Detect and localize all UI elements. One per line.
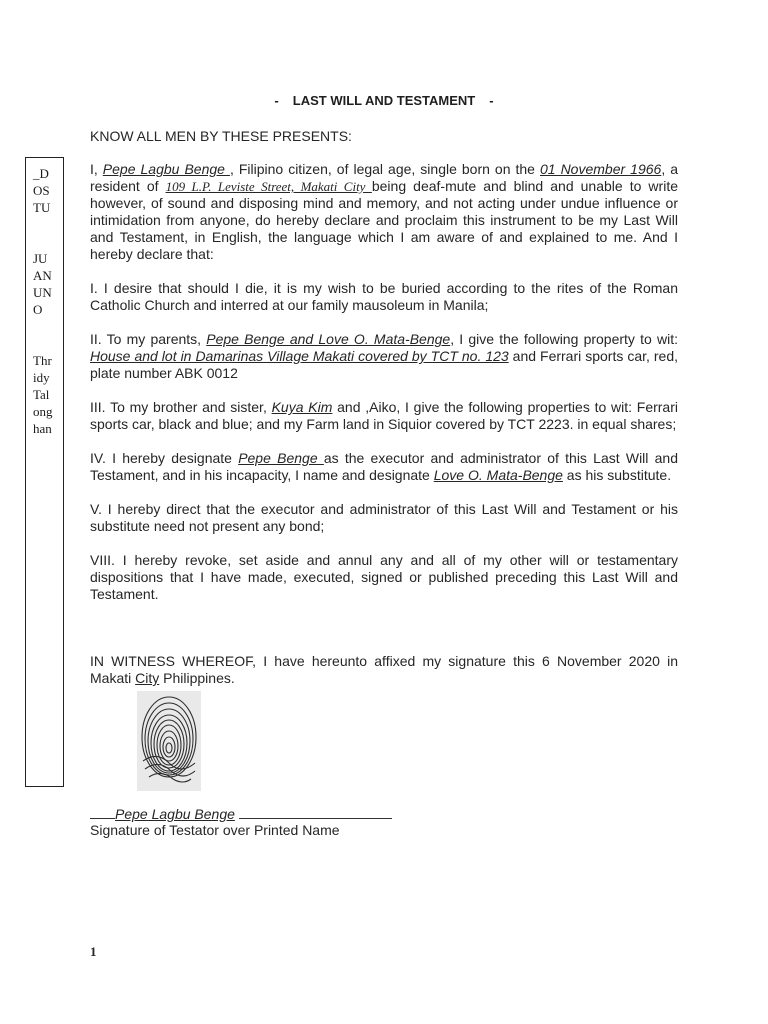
clause-iv: [90, 450, 678, 484]
side-note-line: O: [33, 302, 43, 317]
opening-line: KNOW ALL MEN BY THESE PRESENTS:: [90, 128, 352, 144]
clause-iii: [90, 399, 678, 433]
title-text: LAST WILL AND TESTAMENT: [292, 93, 476, 108]
side-note-line: TU: [33, 200, 51, 215]
side-note-line: Thr: [33, 353, 52, 368]
title-dash-right: -: [489, 93, 494, 108]
side-note-line: AN: [33, 268, 52, 283]
clause-viii: VIII. I hereby revoke, set aside and annul any and all of my other will or testamentary dispositions that I have made, executed, signed or published preceding this Last Will and Testament.: [90, 552, 678, 602]
text-run: as his substitute.: [562, 467, 672, 483]
signature-line: [90, 806, 392, 823]
signature-underline: [239, 807, 392, 819]
side-note-group-1: [33, 165, 63, 216]
text-run: IN WITNESS WHEREOF, I have hereunto affixed my signature this 6 November 2020 in Makati: [90, 653, 678, 686]
text-run: , a resident of: [90, 161, 678, 194]
text-run: as the executor and administrator of this Last Will and Testament, and in his incapacity, I name and designate: [90, 450, 678, 483]
text-run: Philippines.: [159, 670, 235, 686]
side-note-line: UN: [33, 285, 52, 300]
signature-underline-lead: [90, 807, 115, 819]
side-note-line: Tal: [33, 387, 50, 402]
side-note-line: JU: [33, 251, 48, 266]
clause-i: I. I desire that should I die, it is my wish to be buried according to the rites of the Roman Catholic Church and interred at our family mausoleum in Manila;: [90, 280, 678, 313]
text-run: and Ferrari sports car, red, plate number ABK 0012: [90, 348, 679, 381]
side-note-line: ong: [33, 404, 53, 419]
side-note-line: _D: [33, 166, 49, 181]
text-run: and ,Aiko, I give the following properties to wit: Ferrari sports car, black and blue; and my Farm land in Siquior covered by TCT 2223. in equal shares;: [90, 399, 678, 432]
text-run: being deaf-mute and blind and unable to write however, of sound and disposing mind and memory, and not acting under undue influence or intimidation from anyone, do hereby declare and proclaim this instrument to be my Last Will and Testament, in English, the language which I am aware of and explained to me. And I hereby declare that:: [90, 178, 678, 262]
title-dash-left: -: [274, 93, 279, 108]
executor-name: Pepe Benge: [238, 450, 324, 466]
witness-paragraph: [90, 653, 678, 687]
side-note-group-3: [33, 352, 63, 437]
side-note-line: idy: [33, 370, 50, 385]
document-title: [0, 93, 768, 108]
side-note-group-2: [33, 250, 63, 318]
testator-name: Pepe Lagbu Benge: [102, 161, 230, 177]
parents-names: Pepe Benge and Love O. Mata-Benge: [206, 331, 451, 347]
signature-name: Pepe Lagbu Benge: [115, 806, 235, 822]
thumbprint-image: [137, 691, 201, 791]
birth-date: 01 November 1966: [539, 161, 662, 177]
side-note-line: OS: [33, 183, 50, 198]
text-run: IV. I hereby designate: [90, 450, 239, 466]
testator-address: 109 L.P. Leviste Street, Makati City: [165, 179, 372, 194]
text-run: II. To my parents,: [90, 331, 207, 347]
page-number: 1: [90, 944, 97, 959]
witness-city: City: [135, 670, 160, 686]
text-run: , I give the following property to wit:: [450, 331, 678, 347]
side-note-box: [25, 157, 64, 787]
signature-label: Signature of Testator over Printed Name: [90, 822, 340, 838]
text-run: III. To my brother and sister,: [90, 399, 272, 415]
document-body: [90, 128, 678, 687]
substitute-name: Love O. Mata-Benge: [433, 467, 563, 483]
brother-name: Kuya Kim: [271, 399, 333, 415]
intro-paragraph: [90, 161, 678, 263]
text-run: , Filipino citizen, of legal age, single born on the: [229, 161, 540, 177]
text-run: I,: [90, 161, 103, 177]
side-note-line: han: [33, 421, 52, 436]
clause-v: V. I hereby direct that the executor and administrator of this Last Will and Testament or his substitute need not present any bond;: [90, 501, 678, 534]
property-description: House and lot in Damarinas Village Makati covered by TCT no. 123: [90, 348, 509, 364]
clause-ii: [90, 331, 678, 382]
